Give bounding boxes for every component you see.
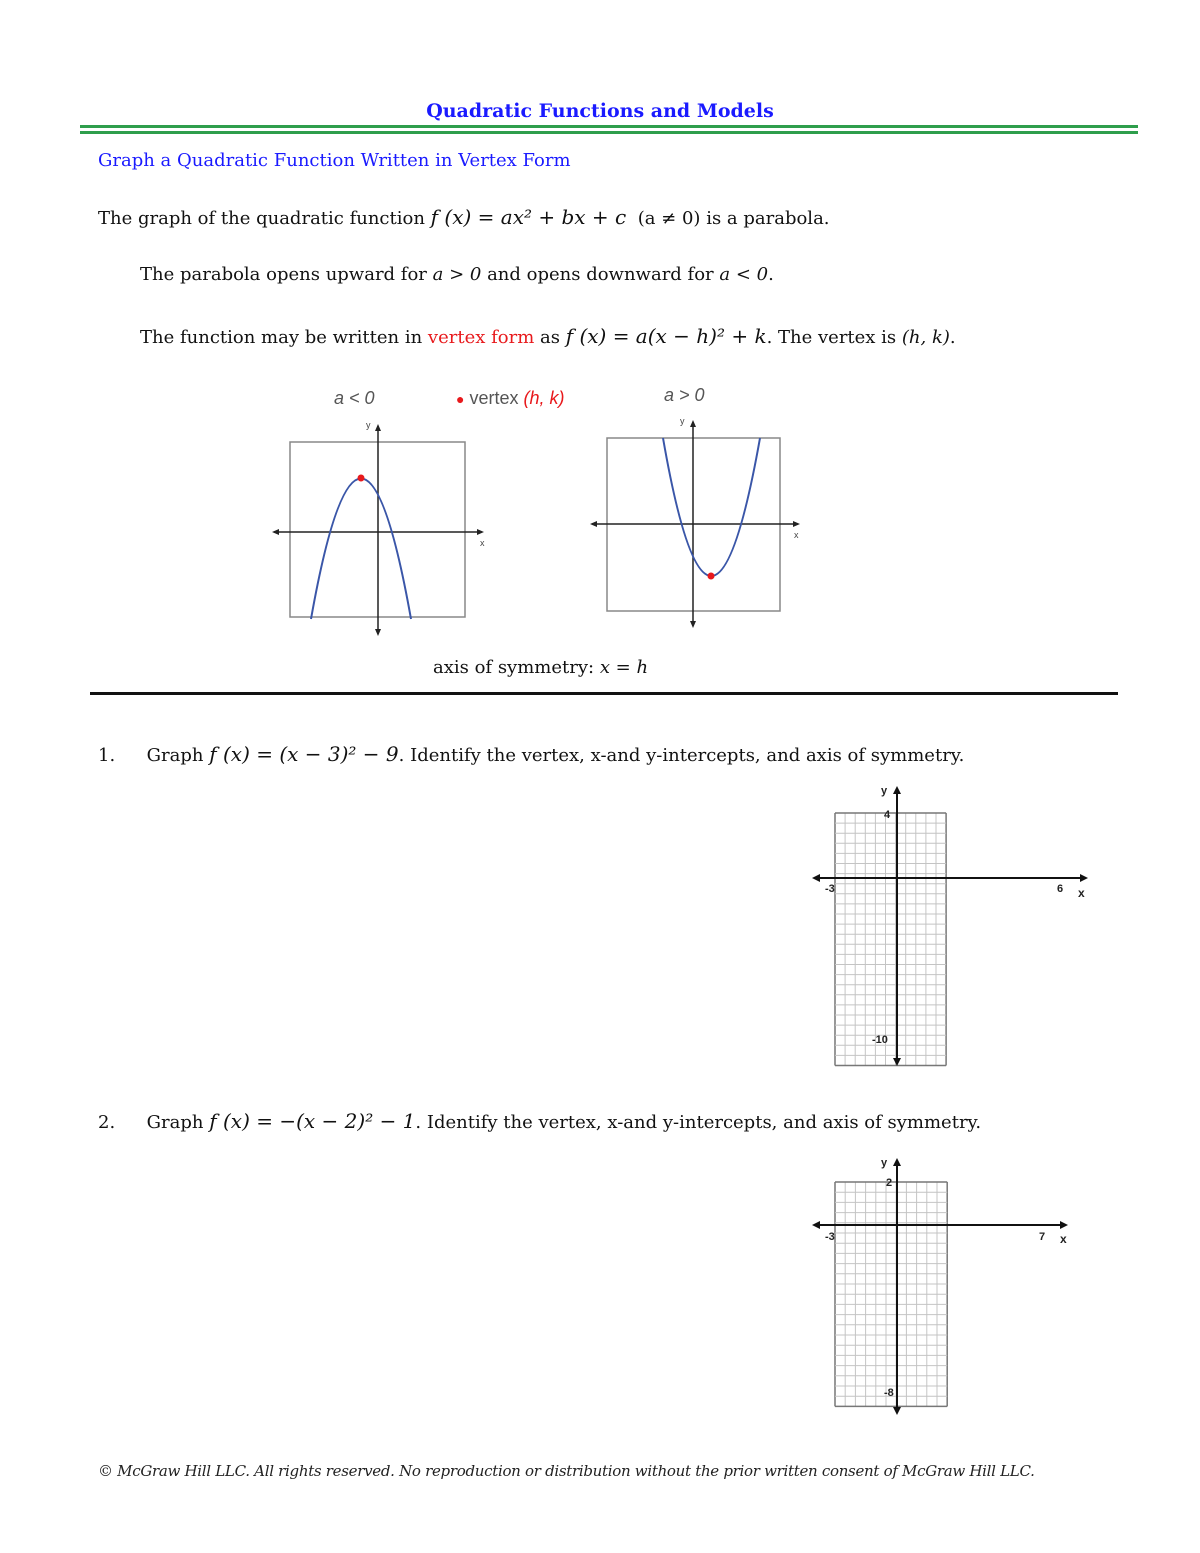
vertex-form-term: vertex form [427, 327, 535, 348]
y-axis-up-arrow-icon [375, 424, 381, 431]
x-axis-right-arrow-icon [1080, 874, 1088, 882]
axis-of-symmetry-caption [433, 657, 648, 678]
problem-instructions: . Identify the vertex, x-and y-intercepts, and axis of symmetry. [415, 1112, 982, 1133]
intro-text: The function may be written in [140, 327, 428, 348]
problem-number: 1. [98, 745, 116, 766]
general-form-formula: f (x) = ax² + bx + c [430, 205, 627, 229]
problem-2-grid [810, 1150, 1090, 1420]
problem-number: 2. [98, 1112, 116, 1133]
y-axis-label: y [366, 420, 371, 430]
intro-text: The graph of the quadratic function [98, 208, 431, 229]
downward-parabola-graph [262, 414, 492, 644]
intro-text: . [768, 264, 774, 285]
right-graph-label: a > 0 [664, 385, 705, 405]
intro-text: . The vertex is [766, 327, 902, 348]
y-axis-down-arrow-icon [690, 621, 696, 628]
copyright-footer: © McGraw Hill LLC. All rights reserved. No reproduction or distribution without the prior written consent of McGraw Hill LLC. [98, 1462, 1035, 1480]
y-axis-down-arrow-icon [375, 629, 381, 636]
vertex-notation: (h, k) [901, 327, 950, 348]
problem-2 [98, 1109, 981, 1133]
vertex-form-formula: f (x) = a(x − h)² + k [565, 324, 767, 348]
x-axis-left-arrow-icon [272, 529, 279, 535]
condition-downward: a < 0 [719, 264, 769, 285]
x-axis-left-arrow-icon [812, 1221, 820, 1229]
problem-formula: f (x) = −(x − 2)² − 1 [209, 1109, 416, 1133]
y-axis-label: y [680, 416, 685, 426]
y-min-label: -8 [884, 1387, 894, 1399]
x-axis-left-arrow-icon [812, 874, 820, 882]
problem-formula: f (x) = (x − 3)² − 9 [209, 742, 399, 766]
section-divider [90, 692, 1118, 695]
vertex-dot-icon: ● [456, 391, 465, 407]
y-axis-up-arrow-icon [690, 420, 696, 427]
intro-line-1 [98, 205, 830, 229]
problem-verb: Graph [146, 1112, 204, 1133]
caption-equation: x = h [599, 657, 649, 678]
intro-text: The parabola opens upward for [140, 264, 433, 285]
intro-line-3 [140, 324, 956, 348]
x-min-label: -3 [825, 883, 835, 895]
x-axis-right-arrow-icon [793, 521, 800, 527]
y-axis-up-arrow-icon [893, 786, 901, 794]
intro-text: and opens downward for [481, 264, 720, 285]
intro-text: . [949, 327, 956, 348]
parabola-curve [663, 438, 760, 576]
left-graph-label: a < 0 [334, 388, 375, 408]
vertex-point [358, 475, 365, 482]
condition-upward: a > 0 [432, 264, 482, 285]
title-rule-bottom [80, 131, 1138, 134]
problem-1-grid [810, 780, 1100, 1070]
vertex-point [708, 573, 715, 580]
upward-parabola-graph [580, 414, 810, 644]
intro-text: as [534, 327, 566, 348]
y-max-label: 2 [886, 1177, 893, 1189]
y-axis-up-arrow-icon [893, 1158, 901, 1166]
x-min-label: -3 [825, 1231, 835, 1243]
y-axis-label: y [881, 1157, 888, 1169]
x-axis-label: x [1060, 1232, 1067, 1246]
x-axis-right-arrow-icon [1060, 1221, 1068, 1229]
section-title: Graph a Quadratic Function Written in Vertex Form [98, 150, 571, 171]
nonzero-condition: (a ≠ 0) [637, 208, 701, 229]
intro-line-2 [140, 264, 774, 285]
grid-lines [835, 813, 946, 1066]
x-axis-label: x [480, 538, 485, 548]
intro-text: is a parabola. [700, 208, 830, 229]
x-axis-left-arrow-icon [590, 521, 597, 527]
y-max-label: 4 [884, 809, 891, 821]
legend-hk: (h, k) [523, 388, 565, 408]
problem-verb: Graph [146, 745, 204, 766]
legend-vertex-label: vertex [469, 388, 519, 408]
y-axis-down-arrow-icon [893, 1407, 901, 1415]
title-rule-top [80, 125, 1138, 128]
x-max-label: 7 [1039, 1231, 1046, 1243]
y-min-label: -10 [872, 1034, 888, 1046]
x-axis-label: x [794, 530, 799, 540]
parabola-curve [311, 479, 411, 620]
page-title: Quadratic Functions and Models [426, 100, 774, 122]
problem-1 [98, 742, 964, 766]
x-axis-right-arrow-icon [477, 529, 484, 535]
x-max-label: 6 [1057, 883, 1064, 895]
x-axis-label: x [1078, 886, 1085, 900]
y-axis-label: y [881, 785, 888, 797]
grid-lines [835, 1182, 947, 1406]
caption-text: axis of symmetry: [433, 657, 600, 678]
vertex-legend [456, 388, 565, 409]
problem-instructions: . Identify the vertex, x-and y-intercepts, and axis of symmetry. [398, 745, 965, 766]
